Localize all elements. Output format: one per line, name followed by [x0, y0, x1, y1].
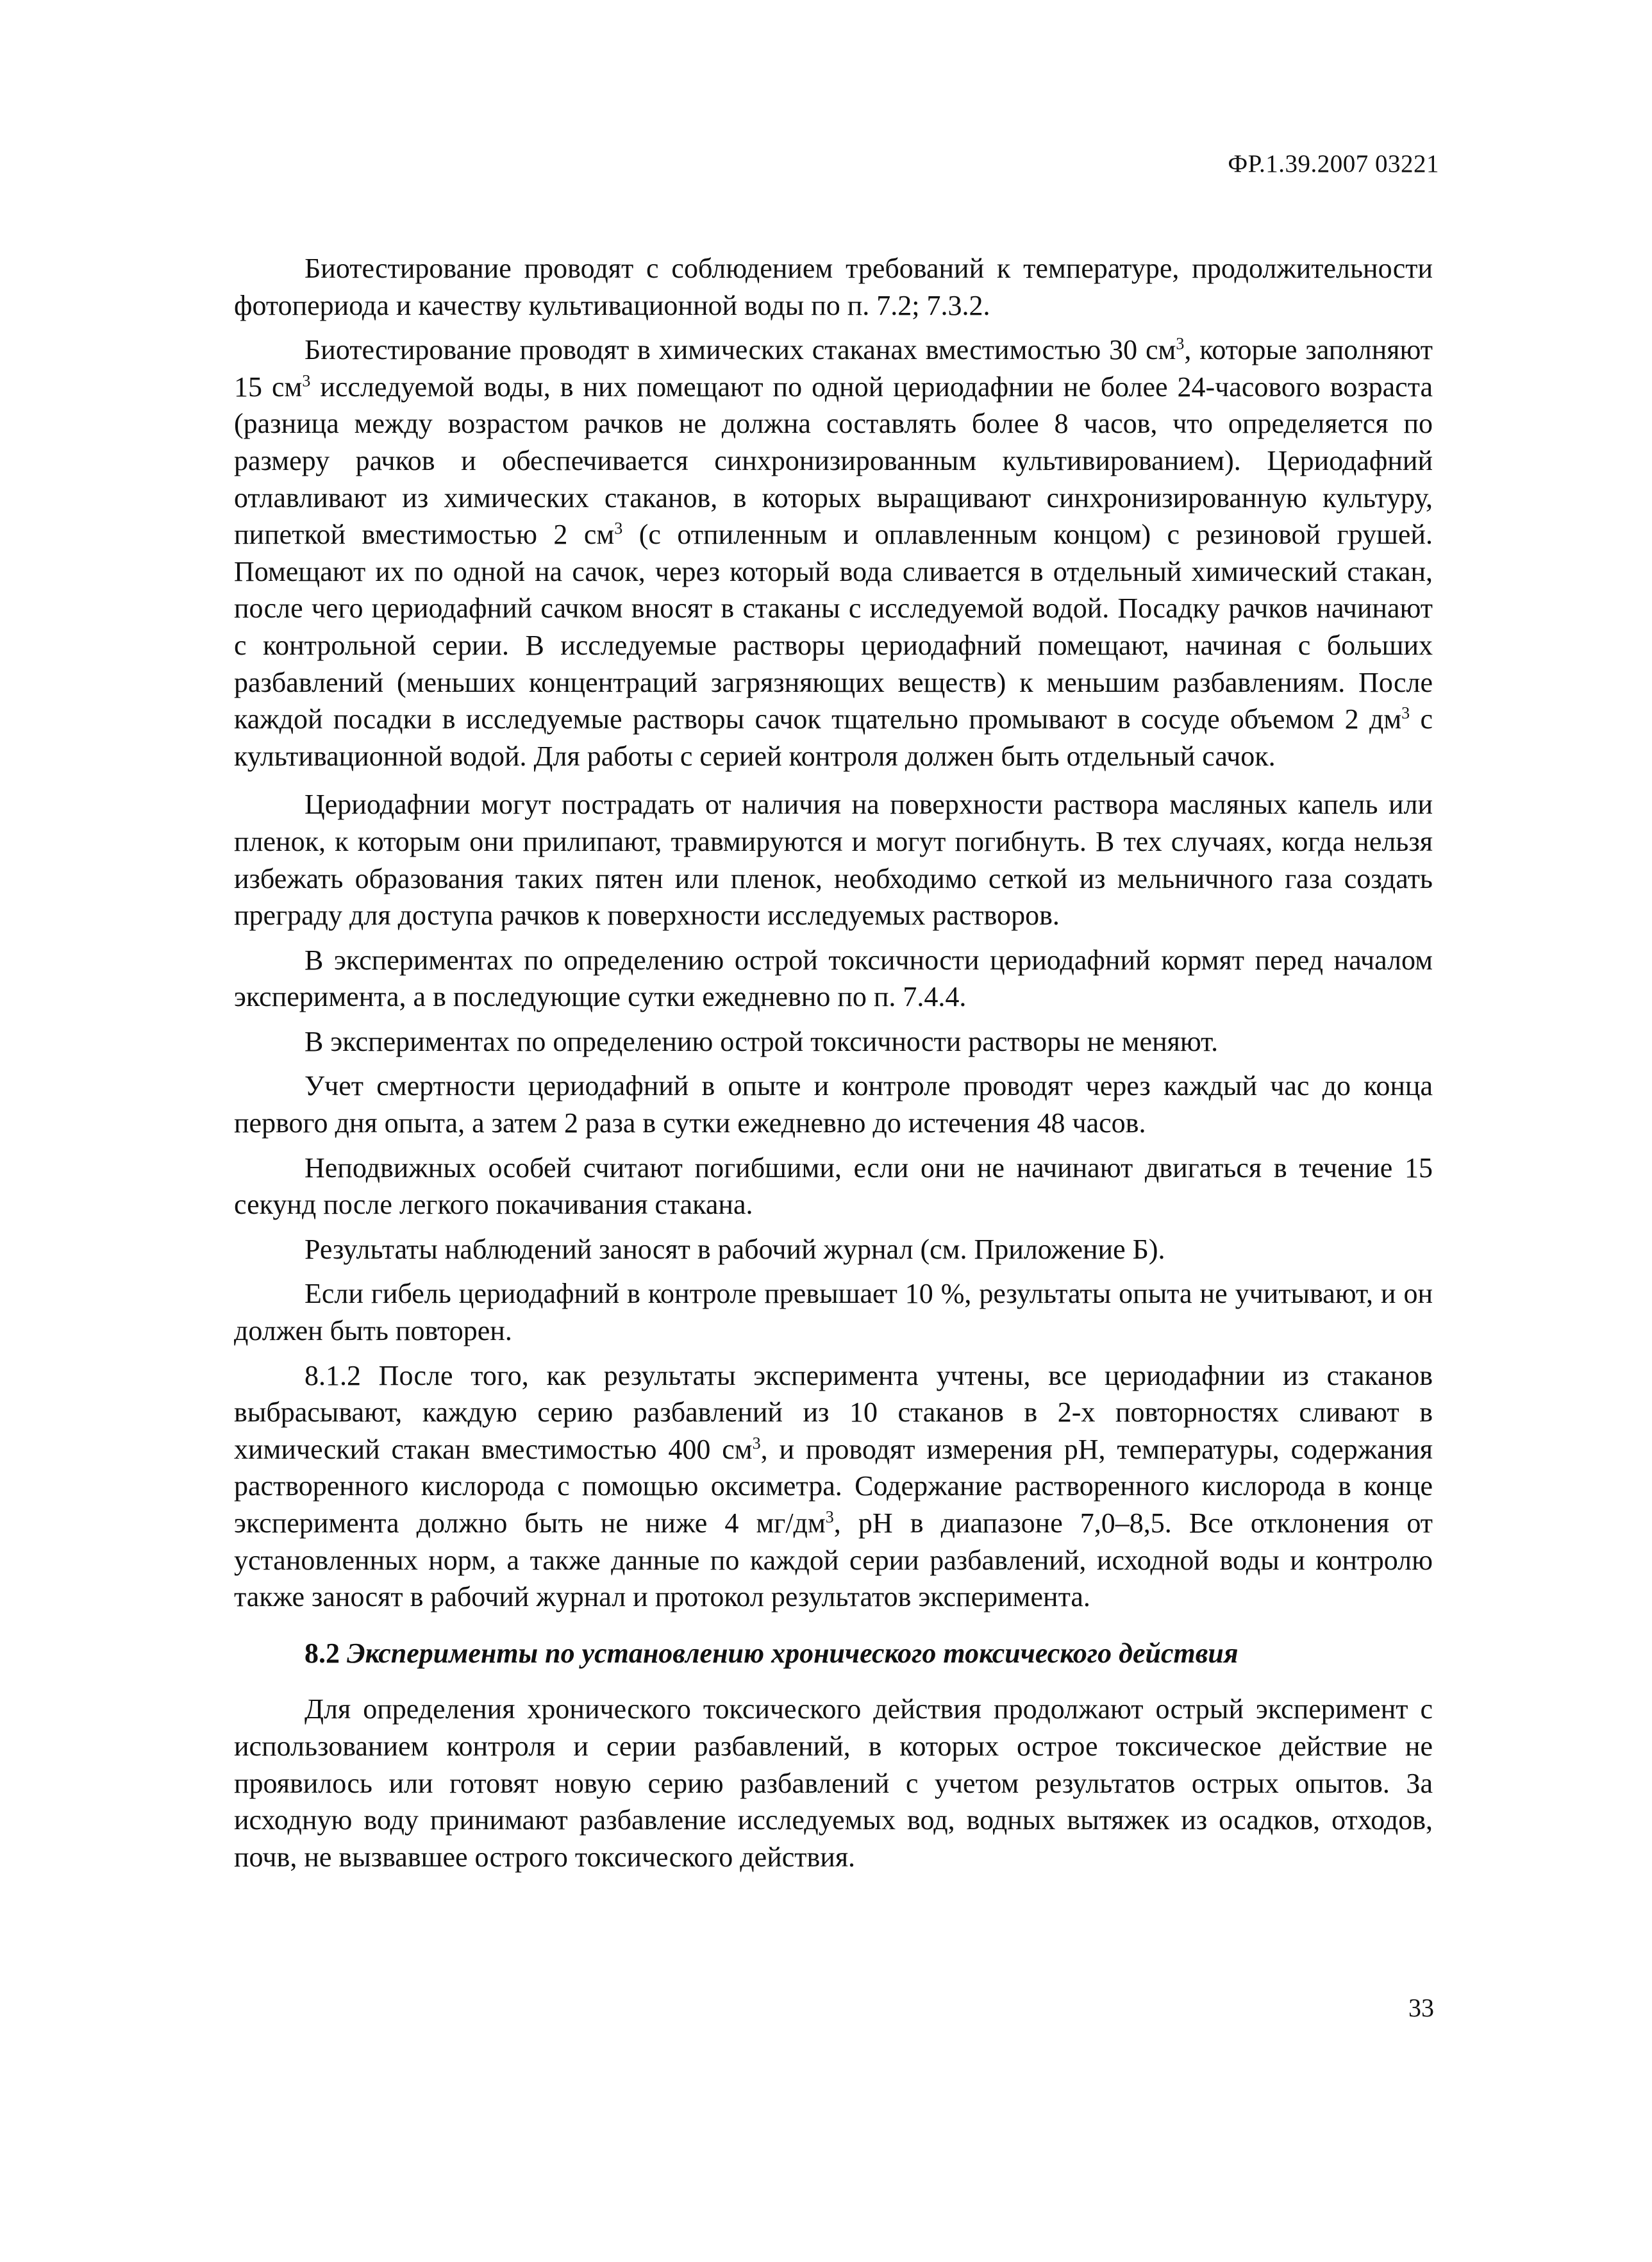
- superscript-cube: 3: [1176, 334, 1185, 353]
- paragraph-text: , pH в диапазоне 7,0–8,5. Все отклонения от установленных норм, а также данные по каждой серии разбавлений, исходной воды и контролю также заносят в рабочий журнал и протокол результатов эксперимента.: [234, 1507, 1433, 1613]
- paragraph-text: , которые заполняют 15 см: [234, 334, 1433, 403]
- paragraph-immobile-individuals: Неподвижных особей считают погибшими, если они не начинают двигаться в течение 15 секунд после легкого покачивания стакана.: [234, 1152, 1433, 1221]
- superscript-cube: 3: [825, 1507, 834, 1527]
- paragraph-text: Биотестирование проводят в химических стаканах вместимостью 30 см: [305, 334, 1176, 366]
- paragraph-text: исследуемой воды, в них помещают по одной цериодафнии не более 24-часового возраста (разница между возрастом рачков не должна составлять более 8 часов, что определяется по размеру рачков и обеспечивается синхронизированным культивированием). Цериодафний отлавливают из химических стаканов, в которых выращивают синхронизированную культуру, пипеткой вместимостью 2 см: [234, 371, 1433, 551]
- paragraph-chronic-toxicity: Для определения хронического токсического действия продолжают острый эксперимент с использованием контроля и серии разбавлений, в которых острое токсическое действие не проявилось или готовят новую серию разбавлений с учетом результатов острых опытов. За исходную воду принимают разбавление исследуемых вод, водных вытяжек из осадков, отходов, почв, не вызвавшее острого токсического действия.: [234, 1693, 1433, 1873]
- section-title: Эксперименты по установлению хронического токсического действия: [347, 1637, 1239, 1669]
- paragraph-text: 8.1.2 После того, как результаты эксперимента учтены, все цериодафнии из стаканов выбрасывают, каждую серию разбавлений из 10 стаканов в 2-х повторностях сливают в химический стакан вместимостью 400 см: [234, 1359, 1433, 1465]
- paragraph-solutions-not-changed: В экспериментах по определению острой токсичности растворы не меняют.: [305, 1025, 1219, 1057]
- section-heading: [234, 1635, 1433, 1672]
- superscript-cube: 3: [752, 1434, 761, 1453]
- paragraph-mortality-count: Учет смертности цериодафний в опыте и контроле проводят через каждый час до конца первого дня опыта, а затем 2 раза в сутки ежедневно до истечения 48 часов.: [234, 1070, 1433, 1139]
- paragraph-text: (с отпиленным и оплавленным концом) с резиновой грушей. Помещают их по одной на сачок, через который вода сливается в отдельный химический стакан, после чего цериодафний сачком вносят в стаканы с исследуемой водой. Посадку рачков начинают с контрольной серии. В исследуемые растворы цериодафний помещают, начиная с больших разбавлений (меньших концентраций загрязняющих веществ) к меньшим разбавлениям. После каждой посадки в исследуемые растворы сачок тщательно промывают в сосуде объемом 2 дм: [234, 519, 1433, 735]
- document-body: [234, 250, 1433, 1875]
- superscript-cube: 3: [1401, 703, 1410, 723]
- paragraph-control-mortality: Если гибель цериодафний в контроле превышает 10 %, результаты опыта не учитывают, и он должен быть повторен.: [234, 1278, 1433, 1347]
- paragraph-temperature-requirements: Биотестирование проводят с соблюдением требований к температуре, продолжительности фотопериода и качеству культивационной воды по п. 7.2; 7.3.2.: [234, 253, 1433, 321]
- paragraph-text: с культивационной водой. Для работы с серией контроля должен быть отдельный сачок.: [234, 703, 1433, 772]
- paragraph-test-vessels: [234, 331, 1433, 775]
- paragraph-feeding: В экспериментах по определению острой токсичности цериодафний кормят перед началом эксперимента, а в последующие сутки ежедневно по п. 7.4.4.: [234, 944, 1433, 1013]
- superscript-cube: 3: [302, 371, 311, 390]
- document-code: ФР.1.39.2007 03221: [1228, 150, 1439, 178]
- paragraph-8-1-2: [234, 1357, 1433, 1616]
- section-number: 8.2: [305, 1637, 340, 1669]
- page-number: 33: [1408, 1993, 1434, 2022]
- paragraph-oil-films: Цериодафнии могут пострадать от наличия на поверхности раствора масляных капель или пленок, к которым они прилипают, травмируются и могут погибнуть. В тех случаях, когда нельзя избежать образования таких пятен или пленок, необходимо сеткой из мельничного газа создать преграду для доступа рачков к поверхности исследуемых растворов.: [234, 789, 1433, 932]
- paragraph-text: , и проводят измерения pH, температуры, содержания растворенного кислорода с помощью оксиметра. Содержание растворенного кислорода в конце эксперимента должно быть не ниже 4 мг/дм: [234, 1433, 1433, 1539]
- paragraph-journal: Результаты наблюдений заносят в рабочий журнал (см. Приложение Б).: [305, 1233, 1165, 1265]
- superscript-cube: 3: [614, 519, 623, 538]
